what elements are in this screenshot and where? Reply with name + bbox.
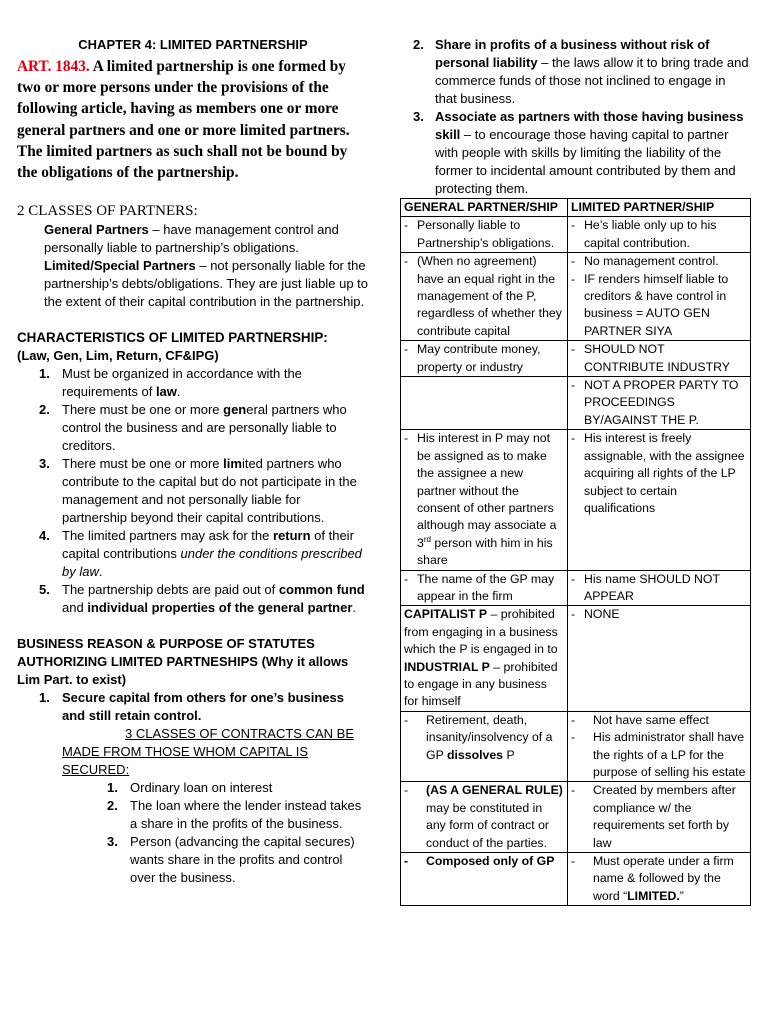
- list-item: 2. The loan where the lender instead takes a share in the profits of the business.: [107, 798, 362, 832]
- limited-partners-term: Limited/Special Partners: [44, 258, 196, 274]
- table-row: CAPITALIST P – prohibited from engaging in a business which the P is engaged in to INDUSTRIAL P – prohibited to engage in any business for himself - NONE: [401, 606, 751, 711]
- purpose-list-continued: [400, 36, 750, 198]
- article-1843: [17, 56, 369, 183]
- left-column: [17, 36, 369, 887]
- limited-partners-def: [17, 257, 369, 311]
- list-item: 3. Person (advancing the capital secures) wants share in the profits and control over the business.: [107, 834, 355, 886]
- comparison-table: [400, 198, 751, 906]
- right-column: [400, 36, 750, 906]
- characteristics-list: [17, 365, 369, 617]
- contracts-list: [17, 779, 369, 887]
- purpose-list: [17, 689, 369, 725]
- characteristics-title: CHARACTERISTICS OF LIMITED PARTNERSHIP:: [17, 330, 328, 346]
- purpose-title: BUSINESS REASON & PURPOSE OF STATUTES AUTHORIZING LIMITED PARTNESHIPS (Why it allows Lim Part. to exist): [17, 636, 349, 688]
- table-row: - His interest in P may not be assigned as to make the assignee a new partner without the consent of other partners although may associate a 3rd person with him in his share - His interest is freely assignable, with the assignee acquiring all rights of the LP subject to certain qualifications: [401, 430, 751, 570]
- list-item: 3. Associate as partners with those having business skill – to encourage those having capital to partner with people with skills by limiting the liability of the former to incidental amount contributed by them and protecting them.: [413, 109, 744, 196]
- table-row: - (AS A GENERAL RULE) may be constituted in any form of contract or conduct of the parties. - Created by members after compliance w/ the requirements set forth by law: [401, 782, 751, 853]
- table-row: - May contribute money, property or industry - SHOULD NOT CONTRIBUTE INDUSTRY: [401, 341, 751, 377]
- article-text: A limited partnership is one formed by two or more persons under the provisions of the following article, having as members one or more general partners and one or more limited partners. The limited partners as such shall not be bound by the obligations of the partnership.: [17, 58, 350, 182]
- table-header: [401, 199, 751, 217]
- limited-partners-desc: – not personally liable for the partnership’s debts/obligations. They are just liable up to the extent of their capital contribution in the partnership.: [44, 258, 368, 310]
- table-row: - Retirement, death, insanity/insolvency of a GP dissolves P - Not have same effect - His administrator shall have the rights of a LP for the purpose of selling his estate: [401, 711, 751, 782]
- table-row: - The name of the GP may appear in the firm - His name SHOULD NOT APPEAR: [401, 570, 751, 606]
- table-row: - NOT A PROPER PARTY TO PROCEEDINGS BY/AGAINST THE P.: [401, 377, 751, 430]
- header-general: GENERAL PARTNER/SHIP: [401, 199, 568, 217]
- list-item: 2. Share in profits of a business without risk of personal liability – the laws allow it to bring trade and commerce funds of those not inclined to engage in that business.: [413, 37, 749, 106]
- contracts-title: 3 CLASSES OF CONTRACTS CAN BE MADE FROM THOSE WHOM CAPITAL IS SECURED:: [62, 726, 354, 778]
- list-item: 1. Must be organized in accordance with the requirements of law.: [39, 366, 302, 400]
- general-partners-term: General Partners: [44, 222, 149, 238]
- characteristics-mnemonic: (Law, Gen, Lim, Return, CF&IPG): [17, 348, 219, 364]
- classes-title: 2 CLASSES OF PARTNERS:: [17, 203, 198, 220]
- article-label: ART. 1843.: [17, 58, 90, 75]
- list-item: 1. Secure capital from others for one’s business and still retain control.: [39, 690, 344, 724]
- table-row: - Composed only of GP - Must operate under a firm name & followed by the word “LIMITED.”: [401, 853, 751, 906]
- list-item: 3. There must be one or more limited partners who contribute to the capital but do not participate in the management and not personally liable for partnership beyond their capital contributions.: [39, 456, 357, 526]
- chapter-title: CHAPTER 4: LIMITED PARTNERSHIP: [78, 37, 308, 52]
- list-item: 5. The partnership debts are paid out of common fund and individual properties of the general partner.: [39, 582, 365, 616]
- table-row: - Personally liable to Partnership’s obligations. - He’s liable only up to his capital contribution.: [401, 217, 751, 253]
- general-partners-desc: – have management control and personally liable to partnership’s obligations.: [44, 222, 339, 256]
- table-row: - (When no agreement) have an equal right in the management of the P, regardless of whether they contribute capital - No management control. - IF renders himself liable to creditors & have control in business = AUTO GEN PARTNER SIYA: [401, 253, 751, 341]
- list-item: 1. Ordinary loan on interest: [107, 780, 273, 796]
- list-item: 2. There must be one or more general partners who control the business and are personally liable to creditors.: [39, 402, 347, 454]
- list-item: 4. The limited partners may ask for the return of their capital contributions under the conditions prescribed by law.: [39, 528, 362, 580]
- header-limited: LIMITED PARTNER/SHIP: [568, 199, 751, 217]
- general-partners-def: [17, 221, 369, 257]
